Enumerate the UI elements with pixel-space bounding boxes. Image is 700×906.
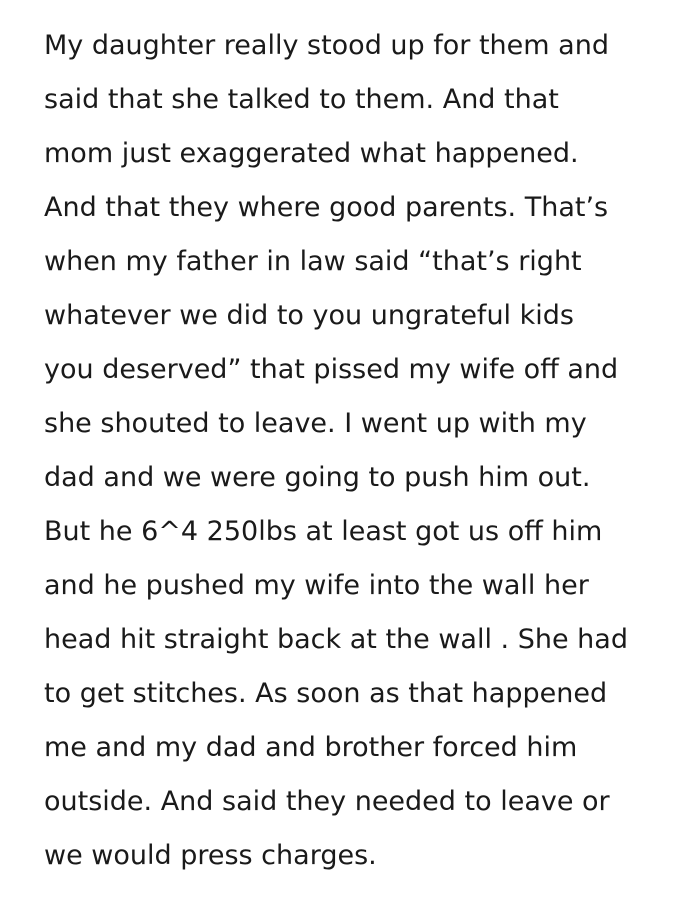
- story-line: My daughter really stood up for them and: [44, 30, 609, 61]
- story-line: we would press charges.: [44, 840, 377, 871]
- story-line: head hit straight back at the wall . She had: [44, 624, 628, 655]
- story-line: mom just exaggerated what happened.: [44, 138, 579, 169]
- story-line: But he 6^4 250lbs at least got us off him: [44, 516, 603, 547]
- story-line: dad and we were going to push him out.: [44, 462, 591, 493]
- story-line: you deserved” that pissed my wife off and: [44, 354, 619, 385]
- story-line: when my father in law said “that’s right: [44, 246, 582, 277]
- story-line: whatever we did to you ungrateful kids: [44, 300, 574, 331]
- story-line: outside. And said they needed to leave or: [44, 786, 610, 817]
- story-line: me and my dad and brother forced him: [44, 732, 578, 763]
- story-line: said that she talked to them. And that: [44, 84, 559, 115]
- story-line: to get stitches. As soon as that happened: [44, 678, 608, 709]
- story-text: [44, 19, 684, 883]
- story-line: And that they where good parents. That’s: [44, 192, 609, 223]
- story-line: she shouted to leave. I went up with my: [44, 408, 587, 439]
- story-line: and he pushed my wife into the wall her: [44, 570, 589, 601]
